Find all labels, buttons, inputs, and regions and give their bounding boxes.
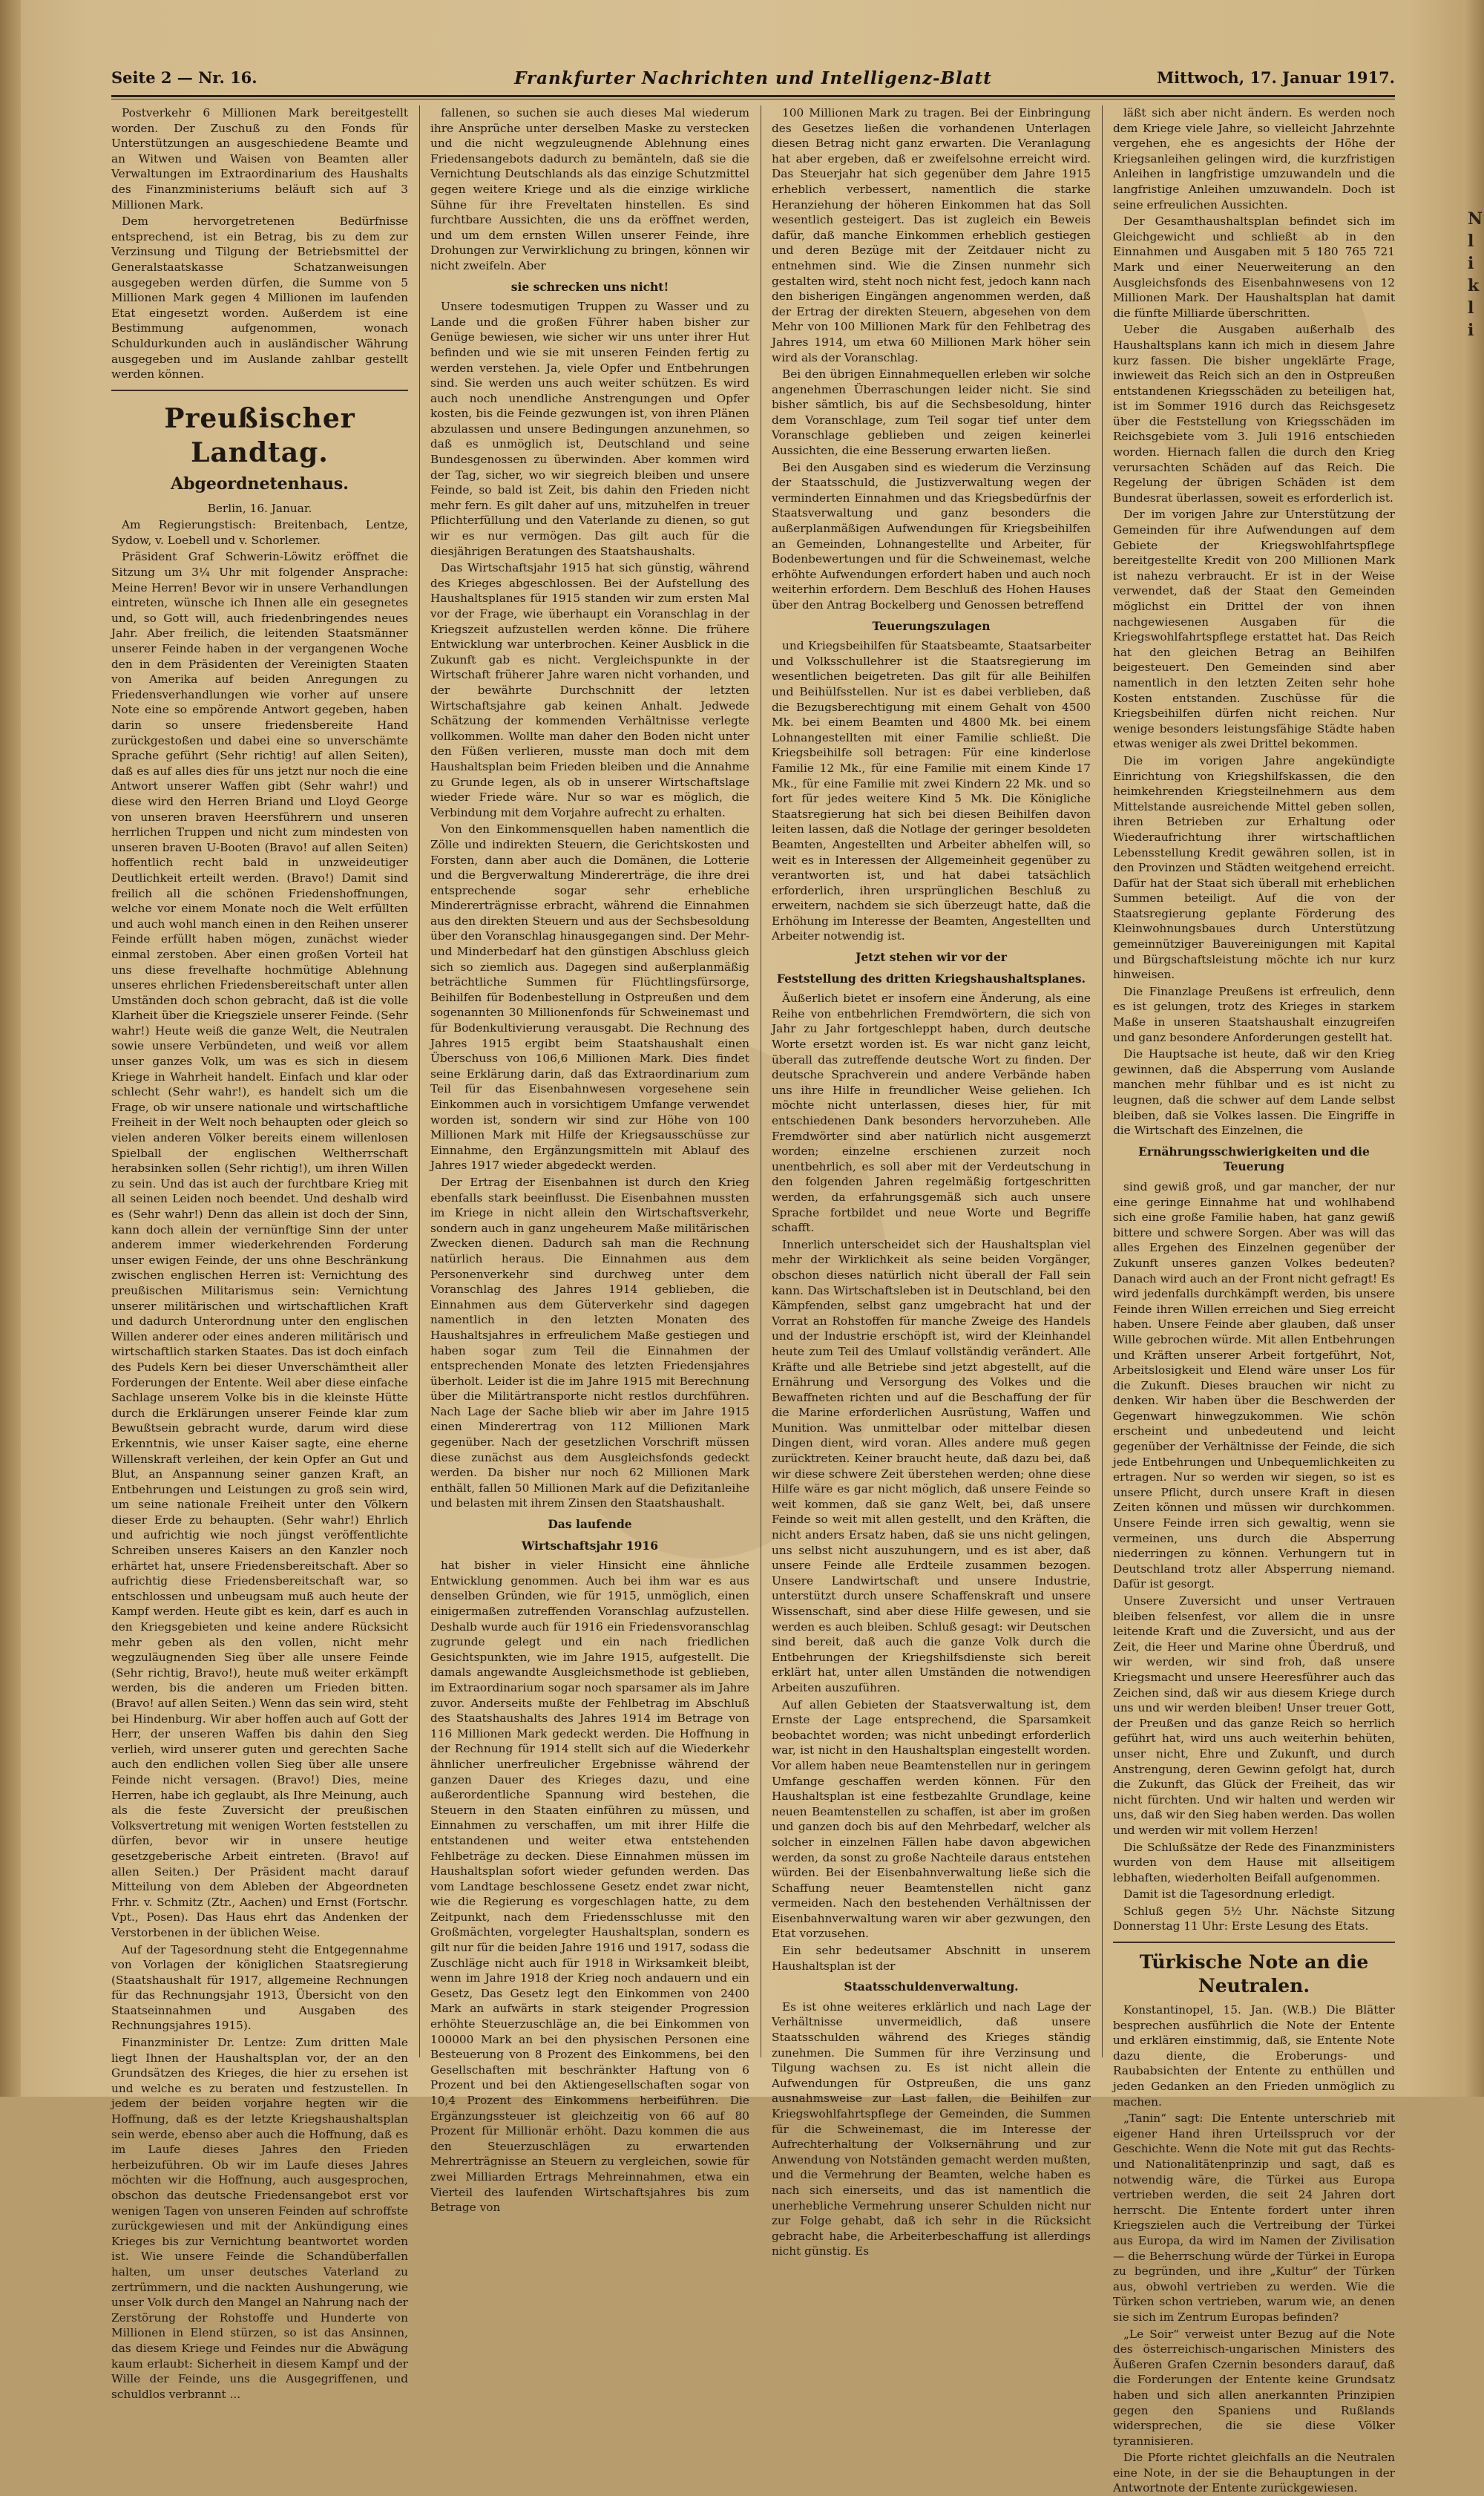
article-paragraph: Präsident Graf Schwerin-Löwitz eröffnet die Sitzung um 3¼ Uhr mit folgender Ansprache: Meine Herren! Bevor wir in unsere Verhandlungen eintreten, wünsche ich Ihnen alle ein gesegnetes und, so Gott will, auch friedenbringendes neues Jahr. Aber freilich, die leitenden Staatsmänner unserer Feinde haben in der vergangenen Woche den in dem Präsidenten der Vereinigten Staaten von Amerika auf beiden Anregungen zu Friedensverhandlungen wie vorher auf unsere Note eine so empörende Antwort gegeben, haben darin so unsere friedensbereite Hand zurückgestoßen und dabei eine so unverschämte Sprache geführt (Sehr richtig! auf allen Seiten), daß es auf alles dies für uns jetzt nur noch die eine Antwort unserer Waffen gibt (Sehr wahr!) und diese wird den Herren Briand und Lloyd George von unseren braven Heersführern und unseren herrlichen Truppen und nicht zum mindesten von unseren braven U-Booten (Bravo! auf allen Seiten) hoffentlich recht bald in unzweideutiger Deutlichkeit erteilt werden. (Bravo!) Damit sind freilich all die schönen Friedenshoffnungen, welche vor einem Monate noch die Welt erfüllten und auch wohl manch einen in den Reihen unserer Feinde erfüllt haben mögen, zunächst wieder einmal zerstoben. Aber einen großen Vorteil hat uns diese frevelhafte hochmütige Ablehnung unseres ehrlichen Friedensbereitschaft unter allen Umständen doch schon gebracht, daß ist die volle Klarheit über die Kriegsziele unserer Feinde. (Sehr wahr!) Heute weiß die ganze Welt, die Neutralen sowie unsere Verbündeten, und weiß vor allem unser ganzes Volk, um was es sich in diesem Kriege in Wahrheit handelt. Einfach und klar oder schlecht (Sehr wahr!), es handelt sich um die Frage, ob wir unsere nationale und wirtschaftliche Freiheit in der Welt noch behaupten oder gleich so vielen anderen Völker bereits einem willenlosen Spielball der englischen Weltherrschaft herabsinken sollen (Sehr richtig!), um ihren Willen zu sein. Und das ist auch der furchtbare Krieg mit all seinen Leiden noch beendet. Und deshalb wird es (Sehr wahr!) Denn das allein ist doch der Sinn, kann doch allein der vernünftige Sinn der unter anderem immer wiederkehrenden Forderung unser ewigen Feinde, der uns ohne Beschränkung zwischen englischen Herren ist: Vernichtung des preußischen Militarismus sein: Vernichtung unserer militärischen und wirtschaftlichen Kraft und dadurch Unterordnung unter den englischen Willen anderer oder eines anderen militärisch und wirtschaftlich starken Staates. Das ist doch einfach des Pudels Kern bei dieser Unverschämtheit aller Forderungen der Entente. Weil aber diese einfache Sachlage unserem Volke bis in die kleinste Hütte durch die Erklärungen unserer Feinde klar zum Bewußtsein gebracht wurde, darum wird diese Erkenntnis, wie unser Kaiser sagte, eine eherne Willenskraft verleihen, der kein Opfer an Gut und Blut, an Anspannung seiner ganzen Kraft, an Entbehrungen und Leistungen zu groß sein wird, um seine nationale Freiheit unter den Völkern dieser Erde zu behaupten. (Sehr wahr!) Ehrlich und aufrichtig wie noch jüngst veröffentlichte Schreiben unseres Kaisers an den Kanzler noch erhärtet hat, unsere Friedensbereitschaft. Aber so aufrichtig diese Friedensbereitschaft war, so entschlossen und unbeugsam muß auch heute der Kampf werden. Heute gibt es kein, darf es auch in den Kriegsgebieten und keine andere Rücksicht mehr geben als den vollen, nicht mehr wegzuläugnenden Sieg über alle unsere Feinde (Sehr richtig, Bravo!), heute muß weiter erkämpft werden, bis die anderen um Frieden bitten. (Bravo! auf allen Seiten.) Wenn das sein wird, steht bei Hindenburg. Wir aber hoffen auch auf Gott der Herr, der unseren Waffen bis dahin den Sieg verlieh, wird unserer guten und gerechten Sache auch den endlichen vollen Sieg über alle unsere Feinde nicht versagen. (Bravo!) Dies, meine Herren, habe ich geglaubt, als Ihre Meinung, auch als die feste Zuversicht der preußischen Volksvertretung mit wenigen Worten feststellen zu dürfen, bevor wir in unsere heutige gesetzgeberische Arbeit eintreten. (Bravo! auf allen Seiten.) Der Präsident macht darauf Mitteilung von dem Ableben der Abgeordneten Frhr. v. Schmitz (Ztr., Aachen) und Ernst (Fortschr. Vpt., Posen). Das Haus ehrt das Andenken der Verstorbenen in der üblichen Weise. [111,550,408,1939]
article-paragraph: Schluß gegen 5½ Uhr. Nächste Sitzung Donnerstag 11 Uhr: Erste Lesung des Etats. [1113,1904,1395,1933]
article-paragraph: Am Regierungstisch: Breitenbach, Lentze, Sydow, v. Loebell und v. Schorlemer. [111,518,408,547]
article-headline: Türkische Note an die Neutralen. [1139,1951,1369,1997]
article-paragraph: Ueber die Ausgaben außerhalb des Haushaltsplans kann ich mich in diesem Jahre kurz fassen. Die bisher ungeklärte Frage, inwieweit das Reich sich an den in Ostpreußen entstandenen Kriegsschäden zu beteiligen hat, ist im Sommer 1916 durch das Reichsgesetz über die Feststellung von Kriegsschäden im Reichsgebiete vom 3. Juli 1916 entschieden worden. Hiernach fallen die durch den Krieg verursachten Schäden auf das Reich. Die Regelung der übrigen Schäden ist dem Bundesrat überlassen, soweit es erforderlich ist. [1113,323,1395,505]
article-paragraph: Damit ist die Tagesordnung erledigt. [1123,1887,1336,1902]
page-header [111,68,1395,95]
dateline: Berlin, 16. Januar. [207,501,312,515]
article-paragraph: Äußerlich bietet er insofern eine Änderung, als eine Reihe von entbehrlichen Fremdwörtern, die sich von Jahr zu Jahr fortgeschleppt haben, durch deutsche Worte ersetzt worden ist. Es war nicht ganz leicht, überall das zutreffende deutsche Wort zu finden. Der deutsche Sprachverein und andere Verbände haben uns ihre Hilfe in freundlicher Weise geliehen. Ich möchte nicht unterlassen, dieses hier, für mit entschiedenen Dank besonders hervorzuheben. Alle Fremdwörter sind aber natürlich nicht ausgemerzt worden; einzelne erschienen zurzeit noch unentbehrlich, es soll aber mit der Verdeutschung in den folgenden Jahren regelmäßig fortgeschritten werden, da erfahrungsgemäß sich auch unsere Sprache fortbildet und neue Worte und Begriffe schafft. [772,992,1091,1235]
subhead: Teuerungszulagen [872,618,991,633]
article-paragraph: Die Pforte richtet gleichfalls an die Neutralen eine Note, in der sie die Behauptungen in der Antwortnote der Entente zurückgewiesen. [1113,2451,1395,2495]
article-paragraph: Postverkehr 6 Millionen Mark bereitgestellt worden. Der Zuschuß zu den Fonds für Unterstützungen an ausgeschiedene Beamte und an Witwen und Waisen von Beamten aller Verwaltungen im Extraordinarium des Haushalts des Finanzministeriums beläuft sich auf 3 Millionen Mark. [111,106,408,212]
article-paragraph: „Le Soir“ verweist unter Bezug auf die Note des österreichisch-ungarischen Ministers des Äußeren Grafen Czernin besonders darauf, daß die Forderungen der Entente keine Grundsatz haben und sich allen anerkannten Prinzipien gegen den Spaniens und Rußlands widersprechen, die sie diese Völker tyrannisieren. [1113,2327,1395,2448]
subhead: sie schrecken uns nicht! [510,279,669,294]
article-paragraph: läßt sich aber nicht ändern. Es werden noch dem Kriege viele Jahre, so vielleicht Jahrzehnte vergehen, ehe es angesichts der Höhe der Kriegsanleihen gelingen wird, die kurzfristigen Anleihen in langfristige umzuwandeln und die langfristige Anleihen umzuwandeln. Doch ist seine erfreulichen Aussichten. [1113,106,1395,212]
article-paragraph: Das Wirtschaftsjahr 1915 hat sich günstig, während des Krieges abgeschlossen. Bei der Aufstellung des Haushaltsplanes für 1915 standen wir zum ersten Mal vor der Frage, wie überhaupt ein Voranschlag in der Kriegszeit aufzustellen werden könne. Die frühere Entwicklung war unterbrochen. Keiner Ausblick in die Zukunft gab es nicht. Vergleichspunkte in der Wirtschaft früherer Jahre waren nicht vorhanden, und der bewährte Durchschnitt der letzten Wirtschaftsjahre gab keinen Anhalt. Jedwede Schätzung der kommenden Verhältnisse verlegte vollkommen. Wollte man daher den Boden nicht unter den Füßen verlieren, musste man doch mit dem Haushaltsplan beim Frieden bleiben und die Annahme zu Grunde legen, als ob in unserer Wirtschaftslage wieder Friede wäre. Nur so war es möglich, die Verbindung mit dem Vorjahre aufrecht zu erhalten. [430,561,749,819]
subhead: Wirtschaftsjahr 1916 [521,1538,658,1553]
article-paragraph: Der im vorigen Jahre zur Unterstützung der Gemeinden für ihre Aufwendungen auf dem Gebiete der Kriegswohlfahrtspflege bereitgestellte Kredit von 200 Millionen Mark ist nahezu verbraucht. Er ist in der Weise verwendet, daß der Staat den Gemeinden möglichst ein Drittel der von ihnen nachgewiesenen Ausgaben für die Kriegswohlfahrtspflege erstattet hat. Das Reich hat den gleichen Betrag an Beihilfen beigesteuert. Den Gemeinden sind aber namentlich in den letzten Zeiten sehr hohe Kosten entstanden. Zuschüsse für die Kriegsbeihilfen dürfen nicht reichen. Nur wenige besonders leistungsfähige Städte haben etwas weniger als zwei Drittel bekommen. [1113,508,1395,751]
article-paragraph: Ein sehr bedeutsamer Abschnitt in unserem Haushaltsplan ist der [772,1944,1091,1973]
column-4 [1113,105,1395,2495]
article-paragraph: Bei den übrigen Einnahmequellen erleben wir solche angenehmen Überraschungen leider nicht. Sie sind bisher sämtlich, bis auf die Sechsbesoldung, hinter dem Voranschlage, zum Teil sogar tief unter dem Voranschlage geblieben und zeigen keinerlei Aussichten, die eine Besserung erwarten ließen. [772,367,1091,458]
masthead-title: Frankfurter Nachrichten und Intelligenz-Blatt [514,68,992,88]
column-1 [111,105,408,2401]
issue-date: Mittwoch, 17. Januar 1917. [1156,68,1395,87]
article-paragraph: Innerlich unterscheidet sich der Haushaltsplan viel mehr der Wirklichkeit als seine beiden Vorgänger, obschon dieses natürlich nicht überall der Fall sein kann. Das Wirtschaftsleben ist in Deutschland, bei den Kämpfenden, selbst ganz umgebracht hat und der Vorrat an Rohstoffen für manche Zweige des Handels und der Industrie erschöpft ist, wird der Kleinhandel heute zum Teil des Umlauf vollständig verändert. Alle Kräfte und alle Betriebe sind jetzt abgestellt, auf die Ernährung und Versorgung des Volkes und die Bewaffneten richten und auf die Beschaffung der für die Marine erforderlichen Ausrüstung, Waffen und Munition. Was unmittelbar oder mittelbar diesen Dingen dient, wird voran. Alles andere muß gegen zurücktreten. Keiner braucht heute, daß dazu bei, daß wir diese schwere Zeit überstehen werden; ohne diese Hilfe wäre es gar nicht möglich, daß unsere Feinde so weit kommen, daß sie ganz Welt, bei, daß unsere Feinde so weit mit allen gestellt, und den Kräften, die nicht anders Ersatz haben, daß sie uns nicht gelingen, uns selbst nicht auszuhungern, und es ist aber, daß unsere Feinde alle Erdteile zusammen bezogen. Unsere Landwirtschaft und unsere Industrie, unterstützt durch unsere Schaffenskraft und unsere Wissenschaft, sind aber diese Hilfe gewesen, und sie werden es auch bleiben. Schluß gesagt: wir Deutschen sind bereit, daß auch die ganze Volk durch die Entbehrungen der Kriegshilfsdienste sich bereit erklärt hat, unter allen Umständen die notwendigen Arbeiten auszuführen. [772,1237,1091,1694]
article-paragraph: Auf allen Gebieten der Staatsverwaltung ist, dem Ernste der Lage entsprechend, die Sparsamkeit beobachtet worden; was nicht unbedingt erforderlich war, ist nicht in den Haushaltsplan eingestellt worden. Vor allem haben neue Beamtenstellen nur in geringem Umfange geschaffen werden können. Für den Haushaltsplan ist eine festbezahlte Grundlage, keine neuen Beamtenstellen zu schaffen, ist aber im großen und ganzen doch bis auf den Mehrbedarf, welcher als solcher in einzelnen Fällen habe davon abgewichen werden, da sonst zu große Nachteile daraus entstehen würden. Bei der Eisenbahnverwaltung ließe sich die Schaffung neuer Beamtenstellen nicht ganz vermeiden. Nach den bestehenden Verhältnissen der Eisenbahnverwaltung waren wir aber gezwungen, den Etat vorzusehen. [772,1697,1091,1941]
article-paragraph: Dem hervorgetretenen Bedürfnisse entsprechend, ist ein Betrag, bis zu dem zur Verzinsung und Tilgung der Betriebsmittel der Generalstaatskasse Schatzanweisungen ausgegeben werden dürfen, die Summe von 5 Millionen Mark gegen 4 Millionen im laufenden Etat eingesetzt worden. Außerdem ist eine Bestimmung aufgenommen, wonach Schuldurkunden auch in ausländischer Währung ausgegeben und im Auslande zahlbar gestellt werden können. [111,214,408,381]
adjacent-page-text: N l i k l i [1468,209,1483,340]
subhead: Feststellung des dritten Kriegshaushaltsplanes. [776,971,1086,986]
section-divider [1113,1942,1395,1943]
article-paragraph: und Kriegsbeihilfen für Staatsbeamte, Staatsarbeiter und Volksschullehrer ist die Staatsregierung im wesentlichen beigetreten. Das gilt für alle Beihilfen und Beihülfsstellen. Nur ist es dabei verblieben, daß die Bezugsberechtigung mit einem Gehalt von 4500 Mk. bei einem Beamten und 4800 Mk. bei einem Lohnangestellten mit einer Familie schließt. Die Kriegsbeihilfe soll betragen: Für eine kinderlose Familie 12 Mk., für eine Familie mit einem Kinde 17 Mk., für eine Familie mit zwei Kindern 22 Mk. und so fort für jedes weitere Kind 5 Mk. Die Königliche Staatsregierung hat sich bei diesen Beihilfen davon leiten lassen, daß die Notlage der geringer besoldeten Beamten, Angestellten und Arbeiter abhelfen will, so weit es in Interessen der Allgemeinheit gegenüber zu verantworten ist, und hat dabei tatsächlich erforderlich, ihren ursprünglichen Beschluß zu erweitern, nachdem sie sich überzeugt hatte, daß die Erhöhung im Interesse der Beamten, Angestellten und Arbeiter notwendig ist. [772,639,1091,943]
article-paragraph: 100 Millionen Mark zu tragen. Bei der Einbringung des Gesetzes ließen die vorhandenen Unterlagen diesen Betrag nicht ganz erwarten. Die Veranlagung hat aber ergeben, daß er zweifelsohne erreicht wird. Das Steuerjahr hat sich gegenüber dem Jahre 1915 erheblich verbessert, namentlich die starke Heranziehung der höheren Einkommen hat das Soll wesentlich gesteigert. Das ist zugleich ein Beweis dafür, daß manche Einkommen erheblich gestiegen und deren Bezüge mit der Zeitdauer nicht zu entnehmen sind. Wie die Zinsen nunmehr sich gestalten wird, steht noch nicht fest, jedoch kann nach den bisherigen Eingängen angenommen werden, daß der Ertrag der direkten Steuern, abgesehen von dem Mehr von 100 Millionen Mark für den Fehlbetrag des Jahres 1914, um etwa 60 Millionen Mark höher sein wird als der Voranschlag. [772,106,1091,364]
article-paragraph: Von den Einkommensquellen haben namentlich die Zölle und indirekten Steuern, die Gerichtskosten und Forsten, dann aber auch die Domänen, die Lotterie und die Bergverwaltung Mindererträge, die ihre drei entsprechende sogar sehr erhebliche Mindererträgnisse erbracht, während die Einnahmen aus den direkten Steuern und aus der Sechsbesoldung über den Voranschlag hinausgegangen sind. Der Mehr- und Minderbedarf hat den günstigen Abschluss gleich sich so ziemlich aus. Dagegen sind außerplanmäßig beträchtliche Summen für Flüchtlingsfürsorge, Beihilfen für Bodenbestellung in Ostpreußen und dem sogenannten 30 Millionenfonds für Schweinemast und für Bodenkultivierung verausgabt. Die Rechnung des Jahres 1915 ergibt beim Staatshaushalt einen Überschuss von 106,6 Millionen Mark. Dies findet seine Erklärung darin, daß das Extraordinarium zum Teil für das Eisenbahnwesen vorgesehene sein Einkommen auch in vorsichtigem Umfange verwendet worden ist, sondern wir sind zur Höhe von 100 Millionen Mark mit Hilfe der Kriegsausschüsse zur Einnahme, den Ergänzungsmitteln mit Ablauf des Jahres 1917 wieder abgedeckt werden. [430,822,749,1173]
article-paragraph: Finanzminister Dr. Lentze: Zum dritten Male liegt Ihnen der Haushaltsplan vor, der an den Grundsätzen des Krieges, die hier zu ersehen ist und welche es zu beraten und festzustellen. In jedem der beiden vorjahre hegten wir die Hoffnung, daß es der letzte Kriegshaushaltsplan sein werde, ebenso aber auch die Hoffnung, daß es im Laufe dieses Jahres den Frieden herbeizuführen. Ob wir im Laufe dieses Jahres möchten wir die Hoffnung, auch ausgesprochen, obschon das deutsche Friedensangebot erst vor wenigen Tagen von unseren Feinden auf schroffste zurückgewiesen und mit der Ankündigung eines Krieges bis zur Vernichtung beantwortet worden ist. Wie unsere Feinde die Schandüberfallen halten, um unser deutsches Vaterland zu zertrümmern, und die nackten Aushungerung, wie unser Volk durch den Mangel an Nahrung nach der Zerstörung der Rohstoffe und Hunderte von Millionen in Elend stürzen, so ist das Ansinnen, das diesem Kriege und Feindes nur die Abwägung kaum erlaubt: Sicherheit in diesem Kampf und der Wille der Feinde, uns die Ausgegriffenen, und schuldlos verbrannt ... [111,2036,408,2401]
article-paragraph: Konstantinopel, 15. Jan. (W.B.) Die Blätter besprechen ausführlich die Note der Entente und erklären einstimmig, daß, sie Entente Note dazu diente, die Eroberungs- und Raubabsichten der Entente zu enthüllen und jeden Gedanken an den Frieden unmöglich zu machen. [1113,2003,1395,2109]
article-paragraph: sind gewiß groß, und gar mancher, der nur eine geringe Einnahme hat und wohlhabend sich eine große Familie haben, hat ganz gewiß bittere und schwere Sorgen. Aber was will das alles Ergehen des Einzelnen gegenüber der Zukunft unseres ganzen Volkes bedeuten? Danach wird auch an der Front nicht gefragt! Es wird jedenfalls durchkämpft werden, bis unsere Feinde ihren Willen erreichen und Sieg erreicht haben. Unsere Feinde aber glauben, daß unser Wille gebrochen würde. Mit allen Entbehrungen und Kräften unserer Arbeit fortgeführt, Not, Arbeitslosigkeit und Elend wäre unser Los für die Zukunft. Dieses brauchen wir nicht zu denken. Wir haben über die Beschwerden der Gegenwart hinwegzukommen. Wie schön erscheint und unbedeutend und leicht gegenüber der Verhältnisse der Feinde, die sich jede Entbehrungen und Unbequemlichkeiten zu ertragen. Nur so werden wir siegen, so ist es unsere Pflicht, durch unsere Kraft in diesen Zeiten können und müssen wir durchkommen. Unsere Feinde irren sich gewaltig, wenn sie vermeinen, uns durch die Absperrung niederringen zu können. Verhungern tut in Deutschland trotz aller Absperrung niemand. Dafür ist gesorgt. [1113,1179,1395,1591]
article-paragraph: hat bisher in vieler Hinsicht eine ähnliche Entwicklung genommen. Auch bei ihm war es aus denselben Gründen, wie für 1915, unmöglich, einen einigermaßen zutreffenden Voranschlag aufzustellen. Deshalb wurde auch für 1916 ein Friedensvoranschlag zugrunde gelegt und ein nach friedlichen Gesichtspunkten, wie im Jahre 1915, aufgestellt. Die damals angewandte Ausgleichsmethode ist geblieben, im Extraordinarium sogar noch sparsamer als im Jahre zuvor. Anderseits mußte der Fehlbetrag im Abschluß des Staatshaushalts des Jahres 1914 im Betrage von 116 Millionen Mark gedeckt werden. Die Hoffnung in der Rechnung für 1914 stellt sich auf die Wiederkehr ähnlicher unerfreulicher Ergebnisse während der ganzen Dauer des Krieges dazu, und eine außerordentliche Spannung wird bestehen, die Steuern in den Staaten einführen zu müssen, und Einnahmen zu verschaffen, um mit ihrer Hilfe die entstandenen und weiter etwa entstehenden Fehlbeträge zu decken. Diese Einnahmen müssen im Haushaltsplan sofort wieder gefunden werden. Das vom Landtage beschlossene Gesetz endet zwar nicht, wie die Regierung es vorgeschlagen hatte, zu dem Zeitpunkt, nach dem Friedensschlusse mit den Großmächten, vorgelegter Haushaltsplan, sondern es gilt nur für die beiden Jahre 1916 und 1917, sodass die Zuschläge nicht auch für 1918 in Wirksamkeit bleibt, wenn im Jahre 1918 der Krieg noch andauern und ein Gesetz, Das Gesetz legt den Einkommen von 2400 Mark an aufwärts in stark steigender Progression erhöhte Steuerzuschläge an, die bei Einkommen von 100000 Mark an bei den physischen Personen eine Besteuerung von 8 Prozent des Einkommens, bei den Gesellschaften mit beschränkter Haftung von 6 Prozent und bei den Aktiengesellschaften sogar von 10,4 Prozent des Einkommens herbeiführen. Die Ergänzungssteuer ist gleichzeitig von 66 auf 80 Prozent für Millionär erhöht. Dazu kommen die aus den Steuerzuschlägen zu erwartenden Mehrerträgnisse an Steuern zu vergleichen, sowie für zwei Milliarden Ertrags Mehreinnahmen, etwa ein Vierteil des laufenden Wirtschaftsjahres bis zum Betrage von [430,1559,749,2215]
section-divider [111,390,408,391]
binding-edge [0,0,21,2097]
article-paragraph: Unsere Zuversicht und unser Vertrauen bleiben felsenfest, vor allem die in unsre leitende Kraft und die Zuversicht, und aus der Zeit, die Heer und Marine ohne Überdruß, und wir werden, wir sind froh, daß unsere Kriegsmacht und unsere Heeresführer auch das Zeichen sind, daß wir aus diesem Kriege durch uns und wir werden bleiben! Unser treuer Gott, der Preußen und das ganze Reich so herrlich geführt hat, wird uns auch weiterhin behüten, unser nicht, Ehre und Zukunft, und durch Anstrengung, deren Gewinn gefolgt hat, durch die Zukunft, das Glück der Freiheit, das wir nicht fürchten. Und wir halten und werden wir uns, daß wir den Sieg haben werden. Das wollen und werden wir mit vollem Herzen! [1113,1594,1395,1837]
article-paragraph: Der Gesamthaushaltsplan befindet sich im Gleichgewicht und schließt ab in den Einnahmen und Ausgaben mit 5 180 765 721 Mark und einer Neuerweiterung an den Ausgleichsfonds des Eisenbahnwesens von 12 Millionen Mark. Der Haushaltsplan hat damit die fünfte Milliarde überschritten. [1113,214,1395,320]
article-paragraph: Unsere todesmutigen Truppen zu Wasser und zu Lande und die großen Führer haben bisher zur Genüge bewiesen, wie sicher wir uns unter ihrer Hut befinden und wie sie mit unseren Feinden fertig zu werden verstehen. Ja, viele Opfer und Entbehrungen sind. Sie werden uns auch weiter schützen. Es wird auch noch unendliche Anstrengungen und Opfer kosten, bis die Feinde gezwungen ist, von ihren Plänen abzulassen und unsere Bedingungen anzunehmen, so daß es unmöglich ist, Deutschland und seine Bundesgenossen zu überwinden. Aber kommen wird der Tag, sicher, wo wir siegreich bleiben und unsere Feinde, so bald ist Zeit, bis dahin den Frieden nicht mehr fern. Es gilt daher auf uns, mitzuhelfen in treuer Pflichterfüllung und den Vaterlande zu dienen, so gut wir es nur vermögen. Das gilt auch für die diesjährigen Beratungen des Staatshaushalts. [430,300,749,558]
subhead: Das laufende [548,1517,632,1532]
subhead: Staatsschuldenverwaltung. [844,1979,1019,1994]
article-paragraph: Es ist ohne weiteres erklärlich und nach Lage der Verhältnisse unvermeidlich, daß unsere Staatsschulden während des Krieges ständig zunehmen. Die Summen für ihre Verzinsung und Tilgung wachsen zu. Es ist nicht allein die Aufwendungen für Ostpreußen, die uns ganz ausnahmsweise zur Last fallen, die Beihilfen zur Kriegswohlfahrtspflege der Gemeinden, die Summen für die Schweinemast, die im Interesse der Aufrechterhaltung der Volksernährung und zur Anwendung von Notständen gemacht werden mußten, und die Vermehrung der Beamten, welche haben es nach sich einerseits, und das ist namentlich die unerhebliche Vermehrung unserer Schulden nicht nur zur Folge gehabt, daß ich sehr in die Rücksicht gebracht habe, die Arbeiterbeschaffung ist allerdings nicht günstig. Es [772,1999,1091,2258]
column-3 [772,105,1091,2258]
column-divider [1102,105,1103,2057]
article-paragraph: Die im vorigen Jahre angekündigte Einrichtung von Kriegshilfskassen, die den heimkehrenden Kriegsteilnehmern aus dem Mittelstande ausreichende Mittel geben sollen, ihren Betrieben zur Erhaltung oder Wiederaufrichtung ihrer wirtschaftlichen Lebensstellung Kredit gewähren sollen, ist in den Provinzen und Städten weitgehend erreicht. Dafür hat der Staat sich überall mit erheblichen Summen beteiligt. Auf die von der Staatsregierung geplante Förderung des Kleinwohnungsbaues durch Unterstützung gemeinnütziger Bauvereinigungen mit Kapital und Bürgschaftsleistung möchte ich nur kurz hinweisen. [1113,753,1395,982]
article-paragraph: Der Ertrag der Eisenbahnen ist durch den Krieg ebenfalls stark beeinflusst. Die Eisenbahnen mussten im Kriege in nicht allein den Wirtschaftsverkehr, sondern auch in ganz ungeheurem Maße militärischen Zwecken dienen. Dadurch sah man die Rechnung natürlich heraus. Die Einnahmen aus dem Personenverkehr sind durchweg unter dem Voranschlag des Jahres 1914 geblieben, die Einnahmen aus dem Güterverkehr sind dagegen namentlich in den letzten Monaten des Haushaltsjahres in erfreulichem Maße gestiegen und haben sogar zum Teil die Einnahmen der entsprechenden Monate des letzten Friedensjahres überholt. Leider ist die im Jahre 1915 mit Berechnung über die Militärtransporte nicht restlos durchführen. Nach Lage der Sache blieb wir aber im Jahre 1915 einen Minderertrag von 112 Millionen Mark gegenüber. Nach der gesetzlichen Vorschrift müssen diese zunächst aus dem Ausgleichsfonds gedeckt werden. Da bisher nur noch 62 Millionen Mark enthält, fallen 50 Millionen Mark auf die Defizitanleihe und belasten mit ihrem Zinsen den Staatshaushalt. [430,1175,749,1510]
article-headline: Preußischer Landtag. [164,402,355,468]
article-subheadline: Abgeordnetenhaus. [171,474,349,494]
article-paragraph: Auf der Tagesordnung steht die Entgegennahme von Vorlagen der königlichen Staatsregierung (Staatshaushalt für 1917, allgemeine Rechnungen für das Rechnungsjahr 1913, Übersicht von den Staatseinnahmen und Ausgaben des Rechnungsjahres 1915). [111,1942,408,2033]
page-number: Seite 2 — Nr. 16. [111,68,257,87]
column-divider [419,105,420,2057]
column-2 [430,105,749,2215]
subhead: Ernährungsschwierigkeiten und die Teuerung [1138,1144,1370,1174]
header-rule [111,95,1395,97]
article-paragraph: fallenen, so suchen sie auch dieses Mal wiederum ihre Ansprüche unter derselben Maske zu verstecken und die nicht wegzuleugnende Ablehnung eines Friedensangebots dadurch zu bemänteln, daß sie die Vernichtung Deutschlands als das einzige Schutzmittel gegen weitere Kriege und als die einzige wirkliche Sühne für ihre Freveltaten hinstellen. Es sind furchtbare Aussichten, die uns da eröffnet werden, und um dem ernsten Willen unserer Feinde, ihre Drohungen zur Verwirklichung zu bringen, können wir nicht zweifeln. Aber [430,106,749,272]
article-paragraph: Die Hauptsache ist heute, daß wir den Krieg gewinnen, daß die Absperrung vom Auslande manchen mehr fühlbar und es ist nicht zu leugnen, daß die schwer auf dem Lande selbst bleiben, daß sie Volkes lassen. Die Eingriffe in die Wirtschaft des Einzelnen, die [1113,1047,1395,1138]
article-paragraph: „Tanin“ sagt: Die Entente unterschrieb mit eigener Hand ihren Urteilsspruch vor der Geschichte. Wenn die Note mit gut das Rechts- und Nationalitätenprinzip und sagt, daß es notwendig wäre, die Türkei aus Europa vertrieben werden, die seit 24 Jahren dort herrscht. Die Entente fordert unter ihren Kriegszielen auch die Vertreibung der Türkei aus Europa, da wird im Namen der Zivilisation — die Beherrschung würde der Türkei in Europa zu begründen, und ihre „Kultur“ der Türken aus, obwohl vertrieben zu werden. Wie die Türken schon vertrieben, warum wie, an denen sie sich im Zentrum Europas befinden? [1113,2112,1395,2324]
subhead: Jetzt stehen wir vor der [856,950,1007,965]
article-paragraph: Die Finanzlage Preußens ist erfreulich, denn es ist gelungen, trotz des Krieges in starkem Maße in unseren Staatshaushalt einzugreifen und ganz besondere Anforderungen gestellt hat. [1113,984,1395,1044]
article-paragraph: Bei den Ausgaben sind es wiederum die Verzinsung der Staatsschuld, die Justizverwaltung wegen der verminderten Einnahmen und das Kriegsbedürfnis der Staatsverwaltung und ganz besonders die außerplanmäßigen Aufwendungen für Kriegsbeihilfen an Gemeinden, Lohnangestellte und Arbeiter, für Bodenbewertungen und für die Schweinemast, welche erhöhte Aufwendungen erfordert haben und auch noch weiterhin erfordern. Dem Beschluß des Hohen Hauses über den Antrag Bockelberg und Genossen betreffend [772,460,1091,612]
article-paragraph: Die Schlußsätze der Rede des Finanzministers wurden von dem Hause mit allseitigem lebhaften, wiederholten Beifall aufgenommen. [1113,1840,1395,1884]
